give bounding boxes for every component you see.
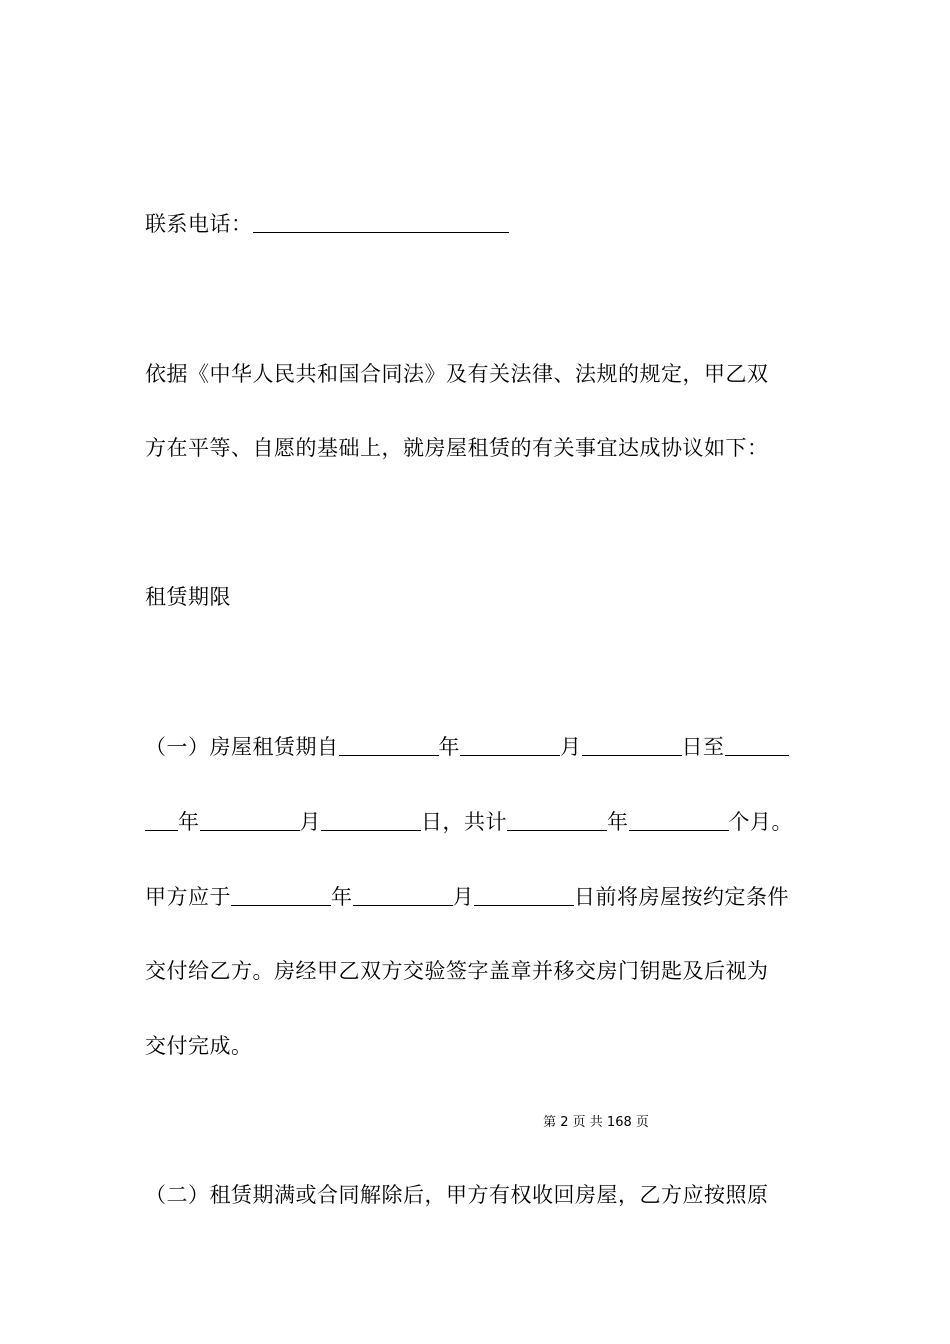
end-day-blank[interactable]: [321, 808, 421, 831]
clause1-line-1: [145, 732, 789, 762]
section-heading: 租赁期限: [145, 585, 231, 609]
year-label: 年: [607, 810, 629, 834]
month-label: 月: [560, 735, 582, 759]
month-label: 月: [299, 810, 321, 834]
contact-label: 联系电话：: [145, 212, 253, 236]
end-year-blank-part2[interactable]: [145, 808, 178, 831]
months-end-label: 个月。: [728, 810, 793, 834]
year-label: 年: [438, 735, 460, 759]
deliver-prefix: 甲方应于: [145, 885, 231, 909]
intro-line-2: 方在平等、自愿的基础上，就房屋租赁的有关事宜达成协议如下：: [145, 436, 769, 460]
clause1-line-2: [145, 807, 793, 837]
start-month-blank[interactable]: [460, 733, 560, 756]
clause1-prefix: （一）房屋租赁期自: [145, 735, 339, 759]
year-label: 年: [331, 885, 353, 909]
total-months-blank[interactable]: [629, 808, 729, 831]
clause1-line-5: 交付完成。: [145, 1034, 253, 1058]
total-years-blank[interactable]: [507, 808, 607, 831]
phone-blank[interactable]: [253, 210, 509, 233]
clause1-line-4: 交付给乙方。房经甲乙双方交验签字盖章并移交房门钥匙及后视为: [145, 959, 769, 983]
page-footer: 第 2 页 共 168 页: [543, 1115, 649, 1130]
end-month-blank[interactable]: [200, 808, 300, 831]
contact-line: [145, 209, 509, 239]
deliver-day-blank[interactable]: [474, 883, 574, 906]
start-day-blank[interactable]: [582, 733, 682, 756]
year-label: 年: [178, 810, 200, 834]
intro-line-1: 依据《中华人民共和国合同法》及有关法律、法规的规定，甲乙双: [145, 362, 769, 386]
deliver-year-blank[interactable]: [231, 883, 331, 906]
month-label: 月: [452, 885, 474, 909]
end-year-blank-part1[interactable]: [725, 733, 789, 756]
clause1-line-3: [145, 882, 789, 912]
deliver-suffix: 日前将房屋按约定条件: [574, 885, 789, 909]
deliver-month-blank[interactable]: [353, 883, 453, 906]
start-year-blank[interactable]: [339, 733, 439, 756]
day-total-label: 日，共计: [421, 810, 507, 834]
clause2-line-1: （二）租赁期满或合同解除后，甲方有权收回房屋，乙方应按照原: [145, 1183, 769, 1207]
day-to-label: 日至: [681, 735, 725, 759]
